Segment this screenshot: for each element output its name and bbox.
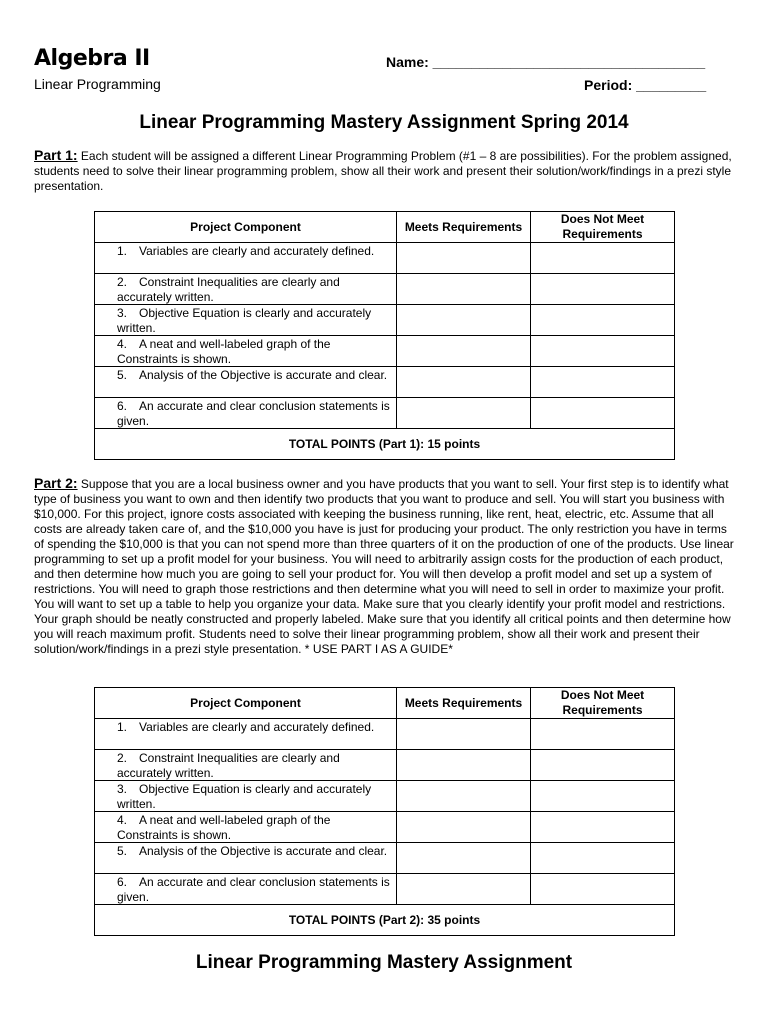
- does-not-meet-cell: [531, 750, 675, 781]
- header-meets-requirements: Meets Requirements: [397, 688, 531, 719]
- component-text: Constraint Inequalities are clearly and accurately written.: [117, 275, 340, 304]
- part1-rubric-table: [94, 211, 675, 460]
- period-field-line: Period: _________: [584, 77, 707, 93]
- does-not-meet-cell: [531, 274, 675, 305]
- assignment-title: Linear Programming Mastery Assignment Spring 2014: [139, 112, 629, 133]
- component-number: 1.: [117, 244, 128, 258]
- component-text: A neat and well-labeled graph of the Constraints is shown.: [117, 337, 331, 366]
- table-header-row: [95, 212, 675, 243]
- component-cell: [95, 781, 397, 812]
- meets-cell: [397, 336, 531, 367]
- footer-title: Linear Programming Mastery Assignment: [195, 952, 573, 973]
- meets-cell: [397, 843, 531, 874]
- total-row: [95, 429, 675, 460]
- component-text: Variables are clearly and accurately defined.: [139, 720, 375, 734]
- part2-label: Part 2:: [34, 475, 78, 491]
- component-text: A neat and well-labeled graph of the Constraints is shown.: [117, 813, 331, 842]
- component-number: 2.: [117, 751, 128, 765]
- does-not-meet-cell: [531, 336, 675, 367]
- table-row: [95, 781, 675, 812]
- header-does-not-meet: Does Not Meet Requirements: [531, 688, 675, 719]
- does-not-meet-cell: [531, 843, 675, 874]
- component-number: 4.: [117, 813, 128, 827]
- table-row: [95, 874, 675, 905]
- component-number: 3.: [117, 782, 128, 796]
- table-row: [95, 812, 675, 843]
- table-row: [95, 750, 675, 781]
- component-cell: [95, 305, 397, 336]
- component-cell: [95, 274, 397, 305]
- component-number: 1.: [117, 720, 128, 734]
- does-not-meet-cell: [531, 305, 675, 336]
- meets-cell: [397, 243, 531, 274]
- header-meets-requirements: Meets Requirements: [397, 212, 531, 243]
- does-not-meet-cell: [531, 812, 675, 843]
- component-number: 4.: [117, 337, 128, 351]
- component-cell: [95, 750, 397, 781]
- component-cell: [95, 367, 397, 398]
- header-project-component: Project Component: [95, 212, 397, 243]
- does-not-meet-cell: [531, 719, 675, 750]
- part2-paragraph: [34, 476, 734, 657]
- name-field-line: Name: ___________________________________: [386, 54, 706, 70]
- total-points-part2: TOTAL POINTS (Part 2): 35 points: [95, 905, 675, 936]
- part1-paragraph: [34, 148, 734, 194]
- table-row: [95, 398, 675, 429]
- does-not-meet-cell: [531, 874, 675, 905]
- meets-cell: [397, 274, 531, 305]
- component-cell: [95, 843, 397, 874]
- table-row: [95, 243, 675, 274]
- meets-cell: [397, 781, 531, 812]
- component-cell: [95, 243, 397, 274]
- does-not-meet-cell: [531, 781, 675, 812]
- component-cell: [95, 812, 397, 843]
- component-text: Variables are clearly and accurately defined.: [139, 244, 375, 258]
- component-cell: [95, 719, 397, 750]
- total-row: [95, 905, 675, 936]
- component-cell: [95, 398, 397, 429]
- table-row: [95, 367, 675, 398]
- table-row: [95, 336, 675, 367]
- component-text: Analysis of the Objective is accurate and clear.: [139, 368, 388, 382]
- table-row: [95, 719, 675, 750]
- header-project-component: Project Component: [95, 688, 397, 719]
- meets-cell: [397, 874, 531, 905]
- does-not-meet-cell: [531, 398, 675, 429]
- does-not-meet-cell: [531, 243, 675, 274]
- component-number: 5.: [117, 844, 128, 858]
- meets-cell: [397, 812, 531, 843]
- part2-text: Suppose that you are a local business owner and you have products that you want to sell. Your first step is to identify what type of business you want to own and then identify two products that you want to produce and sell. You will start you business with $10,000. For this project, ignore costs associated with keeping the business running, like rent, heat, electric, etc. Assume that all costs are already taken care of, and the $10,000 you have is just for producing your product. The only restriction you have in terms of spending the $10,000 is that you can not spend more than three quarters of it on the production of one of the products. Use linear programming to set up a profit model for your business. You will need to arbitrarily assign costs for the production of each product, and then determine how much you are going to sell your product for. You will then develop a profit model and set up a system of restrictions. You will need to graph those restrictions and then determine what you will need to sell in order to maximize your profit. You will want to set up a table to help you organize your data. Make sure that you clearly identify your profit model and restrictions. Your graph should be neatly constructed and properly labeled. Make sure that you identify all critical points and then determine how you will reach maximum profit. Students need to solve their linear programming problem, show all their work and present their solution/work/findings in a prezi style presentation. * USE PART I AS A GUIDE*: [34, 477, 734, 656]
- component-number: 3.: [117, 306, 128, 320]
- component-number: 6.: [117, 875, 128, 889]
- component-text: Analysis of the Objective is accurate and clear.: [139, 844, 388, 858]
- component-text: Objective Equation is clearly and accurately written.: [117, 782, 372, 811]
- table-row: [95, 843, 675, 874]
- component-cell: [95, 336, 397, 367]
- meets-cell: [397, 305, 531, 336]
- part1-label: Part 1:: [34, 147, 78, 163]
- table-row: [95, 274, 675, 305]
- part2-rubric-table: [94, 687, 675, 936]
- table-row: [95, 305, 675, 336]
- does-not-meet-cell: [531, 367, 675, 398]
- component-text: Constraint Inequalities are clearly and accurately written.: [117, 751, 340, 780]
- component-text: An accurate and clear conclusion statements is given.: [117, 875, 390, 904]
- subject-subtitle: Linear Programming: [34, 76, 161, 92]
- component-text: An accurate and clear conclusion statements is given.: [117, 399, 390, 428]
- meets-cell: [397, 719, 531, 750]
- component-number: 5.: [117, 368, 128, 382]
- meets-cell: [397, 398, 531, 429]
- meets-cell: [397, 367, 531, 398]
- table-header-row: [95, 688, 675, 719]
- total-points-part1: TOTAL POINTS (Part 1): 15 points: [95, 429, 675, 460]
- component-number: 2.: [117, 275, 128, 289]
- meets-cell: [397, 750, 531, 781]
- header-does-not-meet: Does Not Meet Requirements: [531, 212, 675, 243]
- component-text: Objective Equation is clearly and accurately written.: [117, 306, 372, 335]
- course-title: Algebra II: [34, 46, 150, 71]
- component-cell: [95, 874, 397, 905]
- part1-text: Each student will be assigned a different Linear Programming Problem (#1 – 8 are possibilities). For the problem assigned, students need to solve their linear programming problem, show all their work and present their solution/work/findings in a prezi style presentation.: [34, 149, 732, 193]
- component-number: 6.: [117, 399, 128, 413]
